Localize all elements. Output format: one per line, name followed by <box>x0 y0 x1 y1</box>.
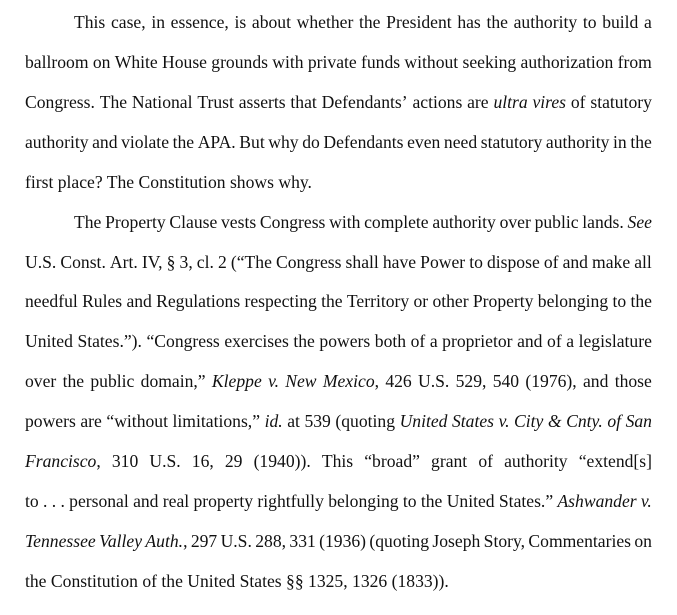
word: Commentaries <box>528 531 632 551</box>
word: This <box>321 451 354 471</box>
word: The <box>74 212 102 232</box>
word: the <box>321 291 343 311</box>
word: (1976), <box>525 371 577 391</box>
paragraph-1-line-1 <box>74 10 652 34</box>
word: Power <box>420 252 466 272</box>
word: do <box>302 132 320 152</box>
word: 529, <box>455 371 487 391</box>
word: legislature <box>578 331 652 351</box>
word: . <box>51 491 57 511</box>
word: of <box>547 331 562 351</box>
word: to <box>25 491 39 511</box>
word: Cnty. <box>566 411 603 431</box>
word: vests <box>221 212 257 232</box>
word: private <box>307 52 357 72</box>
paragraph-1-line-4 <box>25 130 652 154</box>
word: “without <box>106 411 168 431</box>
word: the <box>62 371 85 391</box>
word: powers <box>25 411 76 431</box>
word: States.”). <box>77 331 142 351</box>
word: essence, <box>170 12 229 32</box>
word: v. <box>640 491 652 511</box>
word: authority <box>513 12 578 32</box>
word: Mexico, <box>322 371 380 391</box>
word: domain,” <box>140 371 206 391</box>
word: on <box>634 531 652 551</box>
word: White <box>114 52 158 72</box>
word: needful <box>25 291 78 311</box>
word: authority <box>504 451 568 471</box>
paragraph-2-line-1 <box>74 210 652 234</box>
word: (1940)). <box>253 451 311 471</box>
word: 539 <box>304 411 331 431</box>
word: to <box>612 291 627 311</box>
word: New <box>285 371 317 391</box>
word: House <box>162 52 207 72</box>
word: proprietor <box>442 331 513 351</box>
paragraph-2-line-2 <box>25 250 652 274</box>
word: 29 <box>224 451 243 471</box>
word: the <box>172 132 195 152</box>
word: and <box>517 331 543 351</box>
word: at <box>287 411 300 431</box>
word: belonging <box>328 491 399 511</box>
word: with <box>329 212 361 232</box>
word: United <box>399 411 448 431</box>
word: See <box>627 212 652 232</box>
word: Congress <box>275 252 342 272</box>
word: the <box>630 291 652 311</box>
word: need <box>443 132 478 152</box>
word: and <box>92 132 118 152</box>
word: from <box>617 52 652 72</box>
word: IV, <box>141 252 163 272</box>
word: President <box>386 12 452 32</box>
word: of <box>543 252 559 272</box>
word: Ashwander <box>557 491 637 511</box>
word: Kleppe <box>211 371 262 391</box>
word: 297 <box>190 531 218 551</box>
word: Joseph <box>432 531 481 551</box>
paragraph-2-line-7 <box>25 449 652 473</box>
word: San <box>625 411 652 431</box>
word: a <box>644 12 652 32</box>
word: of <box>410 331 426 351</box>
word: 540 <box>492 371 520 391</box>
word: limitations,” <box>172 411 261 431</box>
word: case, <box>110 12 146 32</box>
word: 2 <box>217 252 227 272</box>
word: of <box>570 92 586 112</box>
word: . <box>43 491 48 511</box>
word: both <box>374 331 407 351</box>
word: with <box>272 52 304 72</box>
word: why <box>268 132 299 152</box>
word: complete <box>364 212 429 232</box>
word: the <box>630 132 652 152</box>
word: respecting <box>244 291 317 311</box>
word: powers <box>319 331 371 351</box>
word: shall <box>345 252 379 272</box>
word: to <box>402 491 417 511</box>
word: 310 <box>111 451 139 471</box>
word: Const. <box>60 252 106 272</box>
word: Congress. <box>25 92 95 112</box>
word: statutory <box>480 132 543 152</box>
word: City <box>514 411 544 431</box>
paragraph-1-line-5: first place? The Constitution shows why. <box>25 172 312 192</box>
word: Property <box>105 212 166 232</box>
paragraph-2-line-5 <box>25 369 652 393</box>
word: in <box>613 132 627 152</box>
word: grant <box>431 451 468 471</box>
word: over <box>499 212 531 232</box>
word: asserts <box>238 92 286 112</box>
word: “broad” <box>364 451 420 471</box>
word: authorization <box>520 52 614 72</box>
word: (“The <box>230 252 272 272</box>
word: authority <box>25 132 89 152</box>
word: public <box>534 212 579 232</box>
word: has <box>457 12 481 32</box>
word: “extend[s] <box>578 451 652 471</box>
word: the <box>486 12 508 32</box>
word: a <box>566 331 575 351</box>
word: and <box>126 291 152 311</box>
word: v. <box>268 371 279 391</box>
word: and <box>583 371 609 391</box>
word: real <box>162 491 190 511</box>
paragraph-1-line-3 <box>25 90 652 114</box>
word: without <box>404 52 459 72</box>
paragraph-1-line-2 <box>25 50 652 74</box>
word: U.S. <box>418 371 450 391</box>
word: that <box>290 92 317 112</box>
word: all <box>634 252 652 272</box>
word: actions <box>412 92 463 112</box>
word: This <box>74 12 106 32</box>
word: “Congress <box>146 331 220 351</box>
paragraph-2-line-6 <box>25 409 652 433</box>
word: 3, <box>179 252 193 272</box>
word: property <box>193 491 254 511</box>
word: or <box>413 291 429 311</box>
word: a <box>429 331 438 351</box>
word: 331 <box>289 531 316 551</box>
word: Clause <box>169 212 218 232</box>
word: of <box>607 411 622 431</box>
word: about <box>251 12 291 32</box>
word: Story, <box>483 531 526 551</box>
word: public <box>90 371 135 391</box>
word: exercises <box>224 331 289 351</box>
word: to <box>582 12 597 32</box>
paragraph-2-line-3 <box>25 289 652 313</box>
word: United <box>25 331 73 351</box>
paragraph-2-line-9 <box>25 529 652 553</box>
word: belonging <box>537 291 609 311</box>
word: cl. <box>196 252 214 272</box>
word: build <box>602 12 639 32</box>
word: Valley <box>99 531 143 551</box>
word: even <box>407 132 441 152</box>
word: whether <box>296 12 354 32</box>
word: APA. <box>197 132 236 152</box>
word: grounds <box>211 52 268 72</box>
word: other <box>432 291 469 311</box>
word: States.” <box>498 491 554 511</box>
word: the <box>420 491 443 511</box>
word: the <box>293 331 315 351</box>
word: make <box>592 252 631 272</box>
word: and <box>133 491 159 511</box>
word: vires <box>532 92 567 112</box>
word: & <box>547 411 562 431</box>
word: lands. <box>582 212 624 232</box>
word: Property <box>472 291 534 311</box>
word: The <box>99 92 128 112</box>
word: of <box>478 451 493 471</box>
word: statutory <box>590 92 652 112</box>
word: States <box>452 411 495 431</box>
word: and <box>562 252 588 272</box>
word: authority <box>432 212 496 232</box>
word: over <box>25 371 57 391</box>
word: is <box>234 12 247 32</box>
word: (quoting <box>335 411 396 431</box>
word: U.S. <box>25 252 57 272</box>
word: But <box>239 132 265 152</box>
word: id. <box>264 411 283 431</box>
word: . <box>60 491 65 511</box>
word: U.S. <box>149 451 181 471</box>
word: the <box>359 12 381 32</box>
paragraph-2-line-4 <box>25 329 652 353</box>
word: Tennessee <box>25 531 96 551</box>
word: authority <box>545 132 610 152</box>
word: on <box>92 52 111 72</box>
word: 288, <box>255 531 287 551</box>
word: Territory <box>346 291 410 311</box>
word: United <box>446 491 495 511</box>
word: U.S. <box>220 531 252 551</box>
word: seeking <box>462 52 517 72</box>
word: Trust <box>197 92 234 112</box>
word: personal <box>69 491 129 511</box>
word: to <box>469 252 483 272</box>
word: 16, <box>191 451 214 471</box>
word: rightfully <box>257 491 324 511</box>
word: are <box>80 411 102 431</box>
word: Francisco, <box>25 451 101 471</box>
word: (quoting <box>369 531 430 551</box>
word: Auth., <box>145 531 188 551</box>
word: Defendants <box>323 132 404 152</box>
word: violate <box>121 132 170 152</box>
word: Art. <box>109 252 138 272</box>
word: in <box>151 12 165 32</box>
word: funds <box>361 52 401 72</box>
word: Rules <box>82 291 123 311</box>
word: are <box>467 92 489 112</box>
word: those <box>614 371 652 391</box>
word: v. <box>498 411 510 431</box>
word: Defendants’ <box>321 92 408 112</box>
word: § <box>166 252 176 272</box>
word: National <box>131 92 193 112</box>
word: ballroom <box>25 52 89 72</box>
word: (1936) <box>319 531 367 551</box>
word: Regulations <box>156 291 241 311</box>
paragraph-2-line-8 <box>25 489 652 513</box>
word: ultra <box>493 92 528 112</box>
word: dispose <box>486 252 540 272</box>
paragraph-2-line-10: the Constitution of the United States §§ 1325, 1326 (1833)). <box>25 571 449 591</box>
word: Congress <box>259 212 326 232</box>
word: have <box>382 252 417 272</box>
word: 426 <box>385 371 412 391</box>
